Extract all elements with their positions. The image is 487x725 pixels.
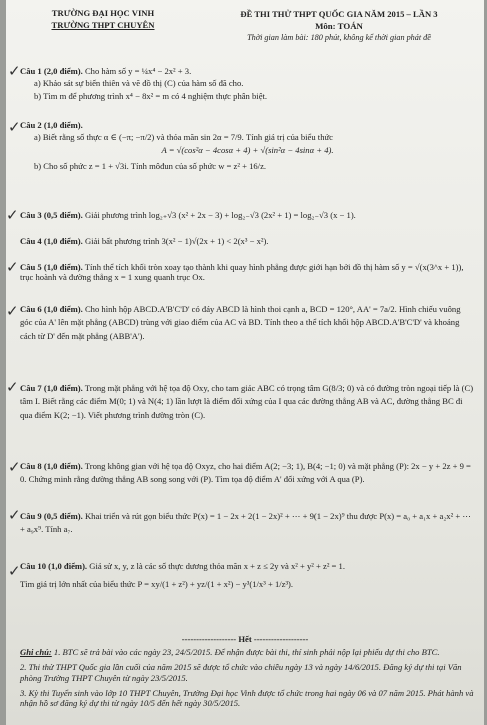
question-8: [20, 460, 475, 489]
question-label: Câu 7 (1,0 điểm).: [20, 383, 83, 393]
question-text: Cho hàm số y = ¼x⁴ − 2x² + 3.: [84, 66, 192, 76]
question-label: Câu 9 (0,5 điểm).: [20, 511, 83, 521]
question-7: [20, 382, 475, 424]
check-mark-icon: ✓: [8, 562, 21, 580]
question-label: Câu 1 (2,0 điểm).: [20, 66, 83, 76]
notes-label: Ghi chú:: [20, 647, 52, 657]
question-label: Câu 10 (1,0 điểm).: [20, 561, 88, 571]
question-text: Tính thể tích khối tròn xoay tạo thành khi quay hình phẳng được giới hạn bởi đồ thị hàm số y = √(x(3^x + 1)), trục hoành và đường thẳng x = 1 xung quanh trục Ox.: [20, 262, 464, 283]
question-4: [20, 236, 475, 248]
check-mark-icon: ✓: [6, 302, 19, 320]
question-label: Câu 6 (1,0 điểm).: [20, 304, 83, 314]
school-header: [28, 8, 178, 31]
school-line-2: TRƯỜNG THPT CHUYÊN: [51, 19, 155, 30]
check-mark-icon: ✓: [8, 506, 21, 524]
question-text: Cho hình hộp ABCD.A'B'C'D' có đáy ABCD là hình thoi cạnh a, BCD = 120°, AA' = 7a/2. Hình chiếu vuông góc của A' lên mặt phẳng (ABCD) trùng với giao điểm của AC và BD. Tính theo a thể tích khối hộp ABCD.A'B'C'D' và khoảng cách từ D' đến mặt phẳng (ABB'A').: [20, 304, 461, 341]
note-item: 3. Kỳ thi Tuyển sinh vào lớp 10 THPT Chuyên, Trường Đại học Vinh được tổ chức trong hai ngày 06 và 07 năm 2015. Phát hành và nhận hồ sơ đăng ký dự thi từ ngày 10/5 đến hết ngày 30/5/2015.: [20, 687, 474, 709]
question-text: Trong mặt phẳng với hệ tọa độ Oxy, cho tam giác ABC có trọng tâm G(8/3; 0) và có đường tròn ngoại tiếp là (C) tâm I. Biết rằng các điểm M(0; 1) và N(4; 1) lần lượt là điểm đối xứng của I qua các đường thẳng AB và AC, đường thẳng BC đi qua điểm K(2; −1). Viết phương trình đường tròn (C).: [20, 383, 474, 420]
question-text-2: Tìm giá trị lớn nhất của biểu thức P = xy/(1 + z²) + yz/(1 + x²) − y³(1/x³ + 1/z³).: [20, 579, 294, 590]
check-mark-icon: ✓: [6, 206, 19, 224]
question-formula: A = √(cos²α − 4cosα + 4) + √(sin²α − 4sinα + 4).: [161, 144, 334, 155]
question-label: Câu 4 (1,0 điểm).: [20, 236, 83, 246]
question-text: Giải bất phương trình 3(x² − 1)√(2x + 1) < 2(x³ − x²).: [84, 236, 269, 246]
question-label: Câu 8 (1,0 điểm).: [20, 461, 83, 471]
exam-title: ĐỀ THI THỬ THPT QUỐC GIA NĂM 2015 – LẦN 3: [240, 9, 438, 19]
school-line-1: TRƯỜNG ĐẠI HỌC VINH: [51, 8, 155, 18]
note-item: 2. Thi thử THPT Quốc gia lần cuối của năm 2015 sẽ được tổ chức vào chiều ngày 13 và ngày 14/6/2015. Đăng ký dự thi tại Văn phòng Trường THPT Chuyên từ ngày 23/5/2015.: [20, 662, 462, 683]
question-1: [20, 66, 475, 103]
check-mark-icon: ✓: [6, 258, 19, 276]
exam-subject: Môn: TOÁN: [315, 21, 363, 32]
question-text: Khai triển và rút gọn biểu thức P(x) = 1 − 2x + 2(1 − 2x)² + ⋯ + 9(1 − 2x)⁹ thu được P(x) = a₀ + a₁x + a₂x² + ⋯ + a₉x⁹. Tính a₇.: [20, 511, 471, 535]
check-mark-icon: ✓: [6, 378, 19, 396]
question-part-b: b) Tìm m để phương trình x⁴ − 8x² = m có 4 nghiệm thực phân biệt.: [34, 90, 268, 101]
end-marker: ------------------- Hết -------------------: [181, 634, 309, 644]
question-label: Câu 2 (1,0 điểm).: [20, 120, 83, 130]
check-mark-icon: ✓: [8, 62, 21, 80]
question-2: [20, 120, 475, 173]
question-label: Câu 3 (0,5 điểm).: [20, 210, 83, 220]
check-mark-icon: ✓: [8, 458, 21, 476]
question-9: [20, 510, 475, 539]
question-3: [20, 210, 475, 222]
exam-header: [194, 8, 484, 44]
question-6: [20, 303, 475, 345]
note-item: 1. BTC sẽ trả bài vào các ngày 23, 24/5/2015. Để nhận được bài thi, thí sinh phải nộp lại phiếu dự thi cho BTC.: [53, 647, 440, 657]
question-5: [20, 262, 475, 285]
question-10: [20, 560, 475, 592]
question-text: Giả sử x, y, z là các số thực dương thỏa mãn x + z ≤ 2y và x² + y² + z² = 1.: [89, 561, 345, 571]
question-text: Trong không gian với hệ tọa độ Oxyz, cho hai điểm A(2; −3; 1), B(4; −1; 0) và mặt phẳng (P): 2x − y + 2z + 9 = 0. Chứng minh rằng đường thẳng AB song song với (P). Tìm tọa độ điểm A' đối xứng với A qua (P).: [20, 461, 471, 485]
question-text: Giải phương trình log₂₊√3 (x² + 2x − 3) + log₂₋√3 (2x² + 1) = log₂₋√3 (x − 1).: [84, 210, 356, 220]
exam-time: Thời gian làm bài: 180 phút, không kể thời gian phát đề: [247, 33, 431, 43]
question-part-a: a) Biết rằng số thực α ∈ (−π; −π/2) và thỏa mãn sin 2α = 7/9. Tính giá trị của biểu thức: [34, 132, 333, 143]
check-mark-icon: ✓: [8, 118, 21, 136]
question-part-a: a) Khảo sát sự biến thiên và vẽ đồ thị (C) của hàm số đã cho.: [34, 78, 244, 89]
question-label: Câu 5 (1,0 điểm).: [20, 262, 83, 272]
exam-sheet: [6, 0, 484, 725]
notes-section: [20, 647, 475, 714]
question-part-b: b) Cho số phức z = 1 + √3i. Tính môđun của số phức w = z² + 16/z.: [34, 160, 267, 171]
